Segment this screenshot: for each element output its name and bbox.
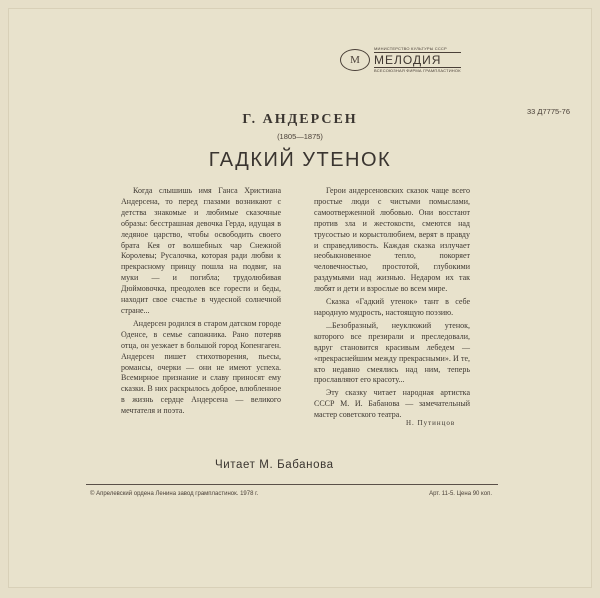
paragraph: ...Безобразный, неуклюжий утенок, которого все презирали и преследовали, вдруг становится красивым лебедем — «прекраснейшим между прекрасными». И те, кто недавно смеялись над ним, теперь прославляют его красоту... (314, 320, 470, 385)
paragraph: Сказка «Гадкий утенок» тант в себе народную мудрость, настоящую поэзию. (314, 297, 470, 317)
footer-price: Арт. 11-5. Цена 90 коп. (429, 491, 492, 497)
logo-firm-text: ВСЕСОЮЗНАЯ ФИРМА ГРАМПЛАСТИНОК (374, 68, 461, 73)
catalog-number: 33 Д7775-76 (526, 107, 570, 116)
logo-ministry-text: МИНИСТЕРСТВО КУЛЬТУРЫ СССР (374, 46, 447, 51)
paragraph: Когда слышишь имя Ганса Христиана Андерсена, то перед глазами возникают с детства знакомые и любимые сказочные образы: бесстрашная девочка Герда, идущая в ледяное царство, чтобы освободить своего брата Кея от волшебных чар Снежной Королевы; Русалочка, которая ради любви к прекрасному принцу пошла на подвиг, на муки — и погибла; трудолюбивая Дюймовочка, преодолев все горести и беды, находит свое счастье в чудесной солнечной стране... (121, 186, 281, 315)
author-name: Г. АНДЕРСЕН (242, 112, 358, 127)
logo-text (374, 47, 461, 73)
divider (86, 484, 498, 485)
text-column-left (121, 186, 281, 417)
logo-brand-name: МЕЛОДИЯ (374, 52, 461, 68)
footer-manufacturer: © Апрелевский ордена Ленина завод грампластинок. 1978 г. (90, 491, 259, 497)
melodiya-emblem-icon: М (340, 49, 370, 71)
reader-credit: Читает М. Бабанова (215, 459, 334, 471)
page-title: ГАДКИЙ УТЕНОК (208, 149, 392, 171)
author-years: (1805—1875) (277, 132, 323, 141)
text-column-right (314, 186, 470, 421)
paragraph: Герои андерсеновских сказок чаще всего простые люди с чистыми помыслами, самоотверженной любовью. Они восстают против зла и жестокости, смеются над трусостью и корыстолюбием, верят в правду и справедливость. Каждая сказка излучает необыкновенное тепло, покоряет человечностью, простотой, глубокими раздумьями над жизнью. Недаром их так любят и дети и взрослые во всем мире. (314, 186, 470, 294)
paragraph: Андерсен родился в старом датском городе Оденсе, в семье сапожника. Рано потеряв отца, он уезжает в большой город Копенгаген. Андерсен пишет стихотворения, пьесы, романсы, очерки — они не имеют успеха. Всемирное признание и славу приносят ему сказки. В них раскрылось доброе, влюбленное в жизнь сердце Андерсена — великого мечтателя и поэта. (121, 318, 281, 416)
paragraph: Эту сказку читает народная артистка СССР М. И. Бабанова — замечательный мастер советского театра. (314, 388, 470, 420)
signature: Н. Путинцов (406, 419, 456, 427)
melodiya-logo (340, 46, 468, 74)
record-sleeve-back (8, 8, 592, 588)
